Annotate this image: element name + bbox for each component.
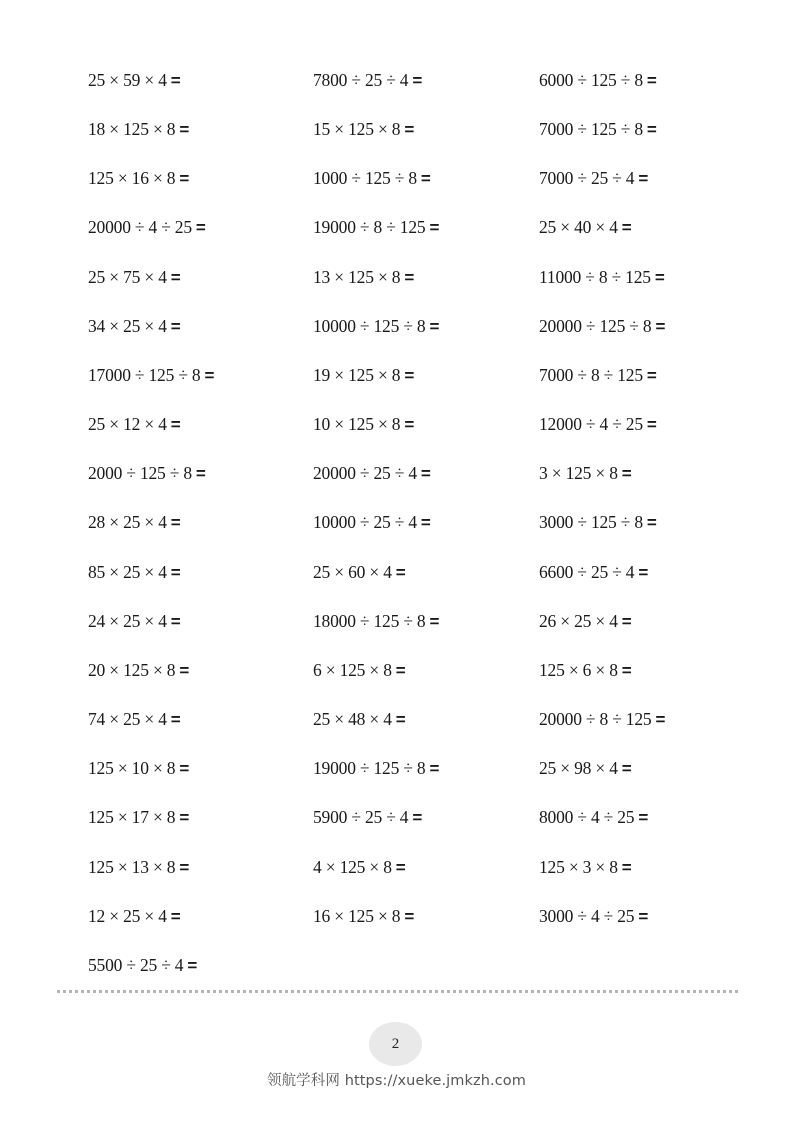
equals-sign: = [412, 808, 423, 828]
problem-expression: 34 × 25 × 4 [88, 315, 167, 336]
problem-expression: 25 × 12 × 4 [88, 414, 167, 435]
problem-expression: 13 × 125 × 8 [313, 266, 401, 287]
problem-item [313, 855, 538, 904]
problem-item [88, 953, 313, 1002]
problem-expression: 18000 ÷ 125 ÷ 8 [313, 610, 426, 631]
problem-item [539, 166, 764, 215]
problem-expression: 85 × 25 × 4 [88, 561, 167, 582]
problem-expression: 4 × 125 × 8 [313, 856, 392, 877]
problem-expression: 5500 ÷ 25 ÷ 4 [88, 954, 184, 975]
problem-expression: 20 × 125 × 8 [88, 659, 176, 680]
problem-item [313, 314, 538, 363]
problem-item [313, 658, 538, 707]
problem-item [539, 609, 764, 658]
problem-expression: 125 × 6 × 8 [539, 659, 618, 680]
problem-expression: 7000 ÷ 125 ÷ 8 [539, 119, 643, 140]
equals-sign: = [395, 710, 406, 730]
problem-item [539, 68, 764, 117]
equals-sign: = [195, 464, 206, 484]
problem-expression: 3 × 125 × 8 [539, 463, 618, 484]
footer-watermark: 领航学科网 https://xueke.jmkzh.com [266, 1073, 526, 1089]
equals-sign: = [646, 415, 657, 435]
problem-item [313, 707, 538, 756]
problem-expression: 25 × 75 × 4 [88, 266, 167, 287]
problem-expression: 12 × 25 × 4 [88, 905, 167, 926]
equals-sign: = [420, 464, 431, 484]
problem-column-3 [539, 68, 764, 953]
problem-item [88, 265, 313, 314]
equals-sign: = [429, 218, 440, 238]
equals-sign: = [420, 169, 431, 189]
problem-item [88, 707, 313, 756]
equals-sign: = [654, 267, 665, 287]
problem-item [88, 117, 313, 166]
problem-expression: 10 × 125 × 8 [313, 414, 401, 435]
problem-item [539, 805, 764, 854]
problem-expression: 74 × 25 × 4 [88, 709, 167, 730]
problem-item [539, 363, 764, 412]
problem-expression: 7800 ÷ 25 ÷ 4 [313, 70, 409, 90]
problem-expression: 17000 ÷ 125 ÷ 8 [88, 364, 201, 385]
problem-item [88, 609, 313, 658]
dotted-divider [57, 990, 738, 993]
equals-sign: = [655, 316, 666, 336]
problem-item [539, 117, 764, 166]
equals-sign: = [412, 71, 423, 90]
problem-expression: 10000 ÷ 125 ÷ 8 [313, 315, 426, 336]
problem-expression: 6000 ÷ 125 ÷ 8 [539, 70, 643, 90]
problem-expression: 28 × 25 × 4 [88, 512, 167, 533]
problem-expression: 25 × 59 × 4 [88, 70, 167, 90]
problem-expression: 5900 ÷ 25 ÷ 4 [313, 807, 409, 828]
problem-item [313, 363, 538, 412]
problem-expression: 25 × 40 × 4 [539, 217, 618, 238]
equals-sign: = [170, 316, 181, 336]
equals-sign: = [204, 365, 215, 385]
problem-item [313, 215, 538, 264]
equals-sign: = [179, 660, 190, 680]
equals-sign: = [170, 710, 181, 730]
problem-expression: 16 × 125 × 8 [313, 905, 401, 926]
problem-item [539, 658, 764, 707]
problem-item [313, 461, 538, 510]
problem-item [313, 68, 538, 117]
equals-sign: = [395, 660, 406, 680]
problem-item [539, 314, 764, 363]
problem-expression: 20000 ÷ 8 ÷ 125 [539, 709, 652, 730]
problem-item [313, 609, 538, 658]
problem-expression: 125 × 13 × 8 [88, 856, 176, 877]
problem-expression: 125 × 3 × 8 [539, 856, 618, 877]
problem-item [539, 215, 764, 264]
problem-item [88, 756, 313, 805]
problem-item [88, 510, 313, 559]
equals-sign: = [170, 611, 181, 631]
problem-item [313, 805, 538, 854]
problem-expression: 20000 ÷ 125 ÷ 8 [539, 315, 652, 336]
equals-sign: = [621, 218, 632, 238]
equals-sign: = [621, 611, 632, 631]
problem-item [88, 904, 313, 953]
problem-expression: 7000 ÷ 8 ÷ 125 [539, 364, 643, 385]
equals-sign: = [170, 71, 181, 90]
equals-sign: = [179, 169, 190, 189]
page-number-badge [369, 1022, 422, 1066]
problem-expression: 25 × 98 × 4 [539, 758, 618, 779]
problem-expression: 3000 ÷ 125 ÷ 8 [539, 512, 643, 533]
problem-item [88, 805, 313, 854]
problem-item [313, 117, 538, 166]
equals-sign: = [646, 71, 657, 90]
problem-item [88, 166, 313, 215]
problem-item [539, 461, 764, 510]
equals-sign: = [638, 169, 649, 189]
problem-expression: 12000 ÷ 4 ÷ 25 [539, 414, 643, 435]
equals-sign: = [170, 906, 181, 926]
problem-item [313, 166, 538, 215]
problem-expression: 6 × 125 × 8 [313, 659, 392, 680]
equals-sign: = [429, 611, 440, 631]
equals-sign: = [621, 660, 632, 680]
problem-item [88, 560, 313, 609]
problem-item [88, 215, 313, 264]
equals-sign: = [646, 120, 657, 140]
equals-sign: = [170, 267, 181, 287]
equals-sign: = [638, 808, 649, 828]
problem-expression: 3000 ÷ 4 ÷ 25 [539, 905, 635, 926]
equals-sign: = [621, 464, 632, 484]
problem-expression: 25 × 60 × 4 [313, 561, 392, 582]
problem-expression: 8000 ÷ 4 ÷ 25 [539, 807, 635, 828]
equals-sign: = [170, 415, 181, 435]
problem-expression: 10000 ÷ 25 ÷ 4 [313, 512, 417, 533]
equals-sign: = [404, 267, 415, 287]
problem-expression: 25 × 48 × 4 [313, 709, 392, 730]
problem-expression: 24 × 25 × 4 [88, 610, 167, 631]
problem-expression: 1000 ÷ 125 ÷ 8 [313, 168, 417, 189]
equals-sign: = [195, 218, 206, 238]
equals-sign: = [638, 906, 649, 926]
problem-item [539, 265, 764, 314]
equals-sign: = [404, 415, 415, 435]
problem-item [313, 560, 538, 609]
problem-item [313, 510, 538, 559]
equals-sign: = [404, 906, 415, 926]
problem-item [88, 363, 313, 412]
equals-sign: = [395, 562, 406, 582]
equals-sign: = [395, 857, 406, 877]
problem-item [88, 658, 313, 707]
equals-sign: = [638, 562, 649, 582]
problem-item [88, 461, 313, 510]
problem-expression: 11000 ÷ 8 ÷ 125 [539, 266, 651, 287]
problem-expression: 125 × 16 × 8 [88, 168, 176, 189]
problem-item [88, 314, 313, 363]
problem-item [313, 904, 538, 953]
problem-expression: 7000 ÷ 25 ÷ 4 [539, 168, 635, 189]
equals-sign: = [170, 513, 181, 533]
problem-item [539, 707, 764, 756]
problem-expression: 20000 ÷ 4 ÷ 25 [88, 217, 192, 238]
problem-column-1 [88, 68, 313, 1002]
problem-expression: 15 × 125 × 8 [313, 119, 401, 140]
problem-expression: 26 × 25 × 4 [539, 610, 618, 631]
equals-sign: = [404, 120, 415, 140]
problem-column-2 [313, 68, 538, 953]
problem-item [539, 412, 764, 461]
problem-item [539, 756, 764, 805]
problem-expression: 19 × 125 × 8 [313, 364, 401, 385]
equals-sign: = [420, 513, 431, 533]
problem-item [313, 756, 538, 805]
equals-sign: = [187, 955, 198, 975]
problem-expression: 19000 ÷ 8 ÷ 125 [313, 217, 426, 238]
problem-item [539, 855, 764, 904]
equals-sign: = [429, 759, 440, 779]
problem-expression: 20000 ÷ 25 ÷ 4 [313, 463, 417, 484]
equals-sign: = [179, 857, 190, 877]
equals-sign: = [655, 710, 666, 730]
equals-sign: = [646, 365, 657, 385]
problem-item [88, 68, 313, 117]
problem-item [313, 265, 538, 314]
page-number: 2 [391, 1035, 400, 1052]
equals-sign: = [179, 120, 190, 140]
equals-sign: = [404, 365, 415, 385]
equals-sign: = [179, 759, 190, 779]
equals-sign: = [179, 808, 190, 828]
problem-expression: 125 × 10 × 8 [88, 758, 176, 779]
problem-expression: 125 × 17 × 8 [88, 807, 176, 828]
equals-sign: = [170, 562, 181, 582]
problem-item [88, 855, 313, 904]
equals-sign: = [646, 513, 657, 533]
problem-item [313, 412, 538, 461]
problem-item [88, 412, 313, 461]
problem-expression: 6600 ÷ 25 ÷ 4 [539, 561, 635, 582]
equals-sign: = [621, 759, 632, 779]
problem-item [539, 510, 764, 559]
problem-expression: 19000 ÷ 125 ÷ 8 [313, 758, 426, 779]
equals-sign: = [429, 316, 440, 336]
problem-expression: 18 × 125 × 8 [88, 119, 176, 140]
problem-item [539, 904, 764, 953]
problem-item [539, 560, 764, 609]
problem-expression: 2000 ÷ 125 ÷ 8 [88, 463, 192, 484]
equals-sign: = [621, 857, 632, 877]
